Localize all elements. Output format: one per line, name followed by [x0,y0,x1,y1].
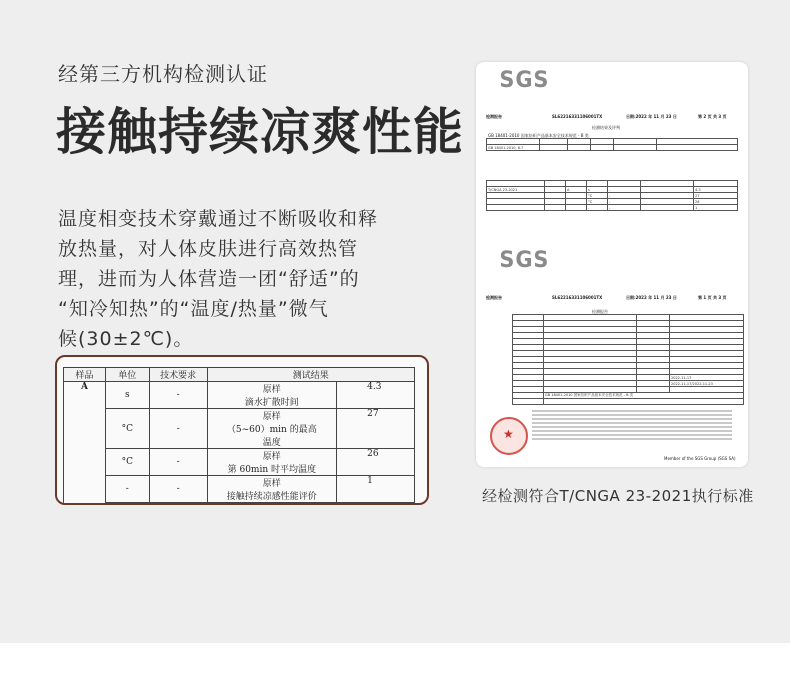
desc-cell [207,476,337,503]
desc-line: 滴水扩散时间 [244,398,299,408]
sample-cell: A [64,382,106,503]
report-label: 检测报告 [486,114,502,119]
sgs-stamp [490,417,528,455]
desc-cell [207,449,337,476]
table-row [64,449,415,476]
table-row [64,476,415,503]
test-period: 2022-11-17/2022-11-23 [670,381,744,387]
cert-value: 27 [694,193,738,199]
sgs-footer: Member of the SGS Group (SGS SA) [664,456,736,461]
unit-cell: °C [105,409,149,449]
value-cell: 1 [337,476,415,503]
sgs-logo: SGS [499,248,550,273]
desc-line: 第 60min 时平均温度 [227,465,316,475]
tconga-ref: T/CNGA 23-2021 [487,187,545,193]
table-row [64,409,415,449]
req-cell: - [149,382,207,409]
desc-line: 原样 [262,412,281,422]
zoomed-result-table [63,367,415,503]
report-page: 第 1 页 共 3 页 [698,295,727,300]
test-date: 2022-11-17 [670,375,744,381]
cert-value: 1 [694,205,738,211]
header-unit: 单位 [105,368,149,382]
description-line: 放热量，对人体皮肤进行高效热管 [58,238,359,260]
cert-standard: GB 18401-2010 国家纺织产品基本安全技术规范 - B 类 [544,393,744,399]
certificate-card [476,62,748,467]
desc-line: 原样 [262,479,281,489]
report-date: 日期:2022 年 11 月 23 日 [626,295,677,300]
std-ref: GB 18401-2010, 6.7 [487,145,540,151]
report-number: SL62216331106001TX [552,295,603,300]
report-label: 检测报告 [486,295,502,300]
req-cell: - [149,409,207,449]
desc-line: 接触持续凉感性能评价 [226,492,317,502]
subtitle: 经第三方机构检测认证 [58,62,268,86]
star-icon: ★ [503,427,514,441]
standard-line: GB 18401-2010 国家纺织产品基本安全技术规范 - B 类 [488,133,589,138]
unit-cell: °C [105,449,149,476]
section-title: 检测结果及评判 [592,125,620,130]
req-cell: - [149,449,207,476]
desc-cell [207,382,337,409]
table-header-row [64,368,415,382]
unit-cell: - [105,476,149,503]
caption: 经检测符合T/CNGA 23-2021执行标准 [482,487,754,505]
cert-table-2: T/CNGA 23-2021 A s - 4.3 °C - 27 °C - 26 - - 1 [486,180,738,211]
desc-line: 原样 [262,452,281,462]
headline: 接触持续凉爽性能 [56,103,464,161]
header-requirement: 技术要求 [149,368,207,382]
req-cell: - [149,476,207,503]
description [58,204,430,354]
report-date: 日期:2022 年 11 月 23 日 [626,114,677,119]
section-title: 检测报告 [592,309,608,314]
zoomed-result-table-card [55,355,429,505]
desc-cell [207,409,337,449]
cert-table-1 [486,138,738,151]
cert-info-table [512,314,744,405]
header-sample: 样品 [64,368,106,382]
desc-line: （5~60）min 的最高 [226,425,317,435]
value-cell: 26 [337,449,415,476]
report-page: 第 2 页 共 3 页 [698,114,727,119]
desc-line: 原样 [262,385,281,395]
desc-line: 温度 [262,438,281,448]
description-line: 理，进而为人体营造一团“舒适”的 [58,268,360,290]
cert-value: 4.3 [694,187,738,193]
header-result: 测试结果 [207,368,415,382]
fine-print [532,410,732,442]
description-line: “知冷知热”的“温度/热量”微气 [58,298,329,320]
description-line: 候(30±2℃)。 [58,328,194,350]
description-line: 温度相变技术穿戴通过不断吸收和释 [58,208,379,230]
report-number: SL62216331106001TX [552,114,603,119]
table-row [64,382,415,409]
unit-cell: s [105,382,149,409]
cert-value: 26 [694,199,738,205]
value-cell: 27 [337,409,415,449]
value-cell: 4.3 [337,382,415,409]
sgs-logo: SGS [499,68,550,93]
